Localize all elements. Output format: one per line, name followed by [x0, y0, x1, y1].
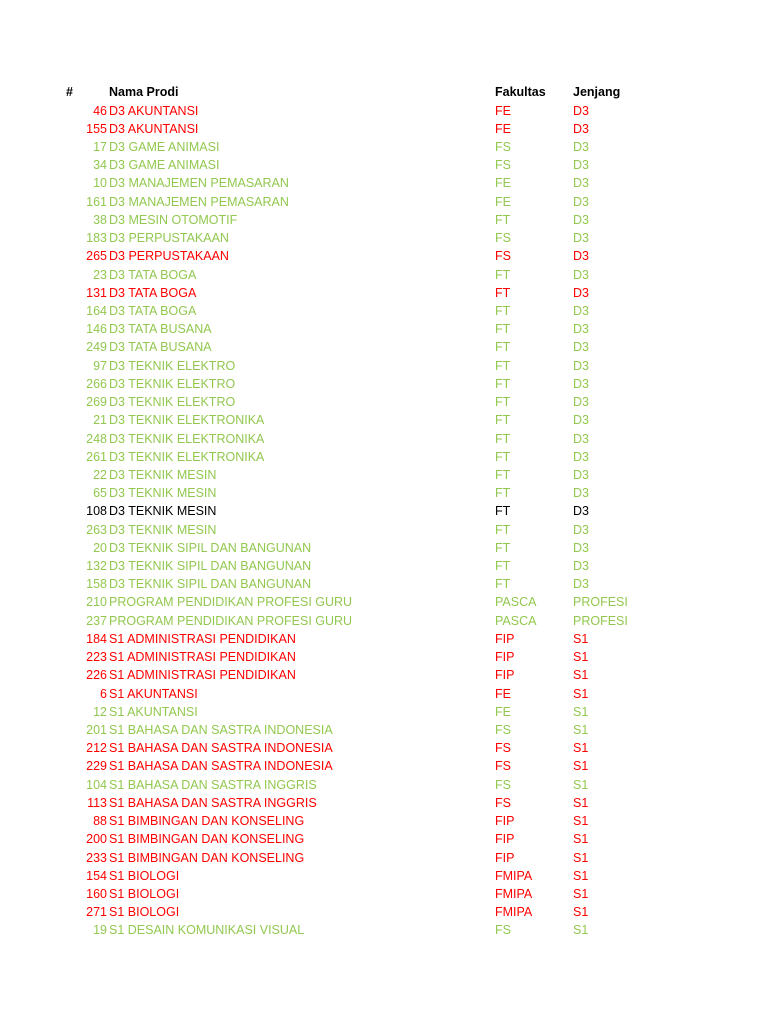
- row-number: 17: [93, 139, 107, 154]
- row-jenjang: D3: [573, 267, 589, 282]
- row-jenjang: S1: [573, 668, 589, 683]
- row-number: 155: [86, 121, 107, 136]
- table-row: [0, 867, 768, 885]
- row-fakultas: FT: [495, 303, 511, 318]
- table-row: [0, 830, 768, 848]
- row-nama-prodi: S1 BAHASA DAN SASTRA INDONESIA: [109, 723, 333, 737]
- row-jenjang: D3: [573, 540, 589, 555]
- row-fakultas: FS: [495, 741, 511, 756]
- row-fakultas: FMIPA: [495, 887, 533, 901]
- row-jenjang: D3: [573, 249, 589, 264]
- row-jenjang: D3: [573, 559, 589, 573]
- table-row: [0, 812, 768, 830]
- row-number: 131: [86, 285, 107, 300]
- row-number: 38: [93, 212, 107, 227]
- row-fakultas: FS: [495, 139, 511, 154]
- row-fakultas: FT: [495, 358, 511, 373]
- table-row: [0, 557, 768, 575]
- row-nama-prodi: D3 TEKNIK SIPIL DAN BANGUNAN: [109, 559, 312, 573]
- table-row: [0, 921, 768, 939]
- row-jenjang: D3: [573, 212, 589, 227]
- row-fakultas: FT: [495, 486, 511, 501]
- row-nama-prodi: S1 ADMINISTRASI PENDIDIKAN: [109, 668, 296, 683]
- row-fakultas: FS: [495, 723, 511, 737]
- row-jenjang: D3: [573, 376, 589, 391]
- row-nama-prodi: D3 TEKNIK ELEKTRONIKA: [109, 449, 265, 464]
- row-fakultas: FMIPA: [495, 905, 533, 920]
- row-jenjang: D3: [573, 449, 589, 464]
- row-jenjang: D3: [573, 340, 589, 355]
- row-jenjang: S1: [573, 868, 589, 883]
- row-nama-prodi: D3 PERPUSTAKAAN: [109, 231, 229, 245]
- table-row: [0, 211, 768, 229]
- row-nama-prodi: D3 MESIN OTOMOTIF: [109, 212, 238, 227]
- row-fakultas: FT: [495, 267, 511, 282]
- row-fakultas: FIP: [495, 631, 515, 646]
- row-fakultas: FE: [495, 194, 511, 209]
- row-number: 265: [86, 249, 107, 264]
- row-fakultas: FS: [495, 777, 511, 792]
- table-row: [0, 120, 768, 138]
- row-nama-prodi: D3 TATA BOGA: [109, 267, 197, 282]
- table-row: [0, 593, 768, 611]
- row-nama-prodi: D3 TEKNIK ELEKTRO: [109, 358, 236, 373]
- row-nama-prodi: S1 BAHASA DAN SASTRA INGGRIS: [109, 795, 317, 810]
- table-row: [0, 466, 768, 484]
- row-jenjang: D3: [573, 322, 589, 337]
- row-jenjang: S1: [573, 814, 589, 829]
- row-number: 132: [86, 559, 107, 573]
- row-number: 266: [86, 376, 107, 391]
- row-fakultas: FT: [495, 559, 511, 573]
- row-number: 104: [86, 777, 107, 792]
- row-nama-prodi: S1 BIOLOGI: [109, 887, 180, 901]
- row-fakultas: FIP: [495, 832, 515, 847]
- row-fakultas: FS: [495, 923, 511, 938]
- table-row: [0, 448, 768, 466]
- table-row: [0, 630, 768, 648]
- row-number: 12: [93, 704, 107, 719]
- row-fakultas: FS: [495, 231, 511, 245]
- row-nama-prodi: S1 ADMINISTRASI PENDIDIKAN: [109, 650, 296, 665]
- row-jenjang: D3: [573, 303, 589, 318]
- row-nama-prodi: D3 GAME ANIMASI: [109, 158, 220, 173]
- table-row: [0, 266, 768, 284]
- row-jenjang: S1: [573, 723, 589, 737]
- row-number: 20: [93, 540, 107, 555]
- row-number: 154: [86, 868, 107, 883]
- row-nama-prodi: S1 BIMBINGAN DAN KONSELING: [109, 850, 305, 865]
- row-jenjang: S1: [573, 704, 589, 719]
- row-jenjang: D3: [573, 577, 589, 592]
- header-fakultas: Fakultas: [495, 85, 546, 99]
- table-row: [0, 393, 768, 411]
- table-row: [0, 156, 768, 174]
- row-fakultas: FT: [495, 376, 511, 391]
- row-jenjang: S1: [573, 686, 589, 701]
- table-row: [0, 903, 768, 921]
- row-nama-prodi: S1 BAHASA DAN SASTRA INGGRIS: [109, 777, 317, 792]
- row-nama-prodi: D3 TEKNIK SIPIL DAN BANGUNAN: [109, 540, 312, 555]
- table-row: [0, 539, 768, 557]
- table-row: [0, 338, 768, 356]
- table-row: [0, 302, 768, 320]
- row-number: 226: [86, 668, 107, 683]
- row-nama-prodi: D3 TEKNIK ELEKTRONIKA: [109, 431, 265, 446]
- row-number: 10: [93, 176, 107, 191]
- table-row: [0, 229, 768, 247]
- row-nama-prodi: D3 AKUNTANSI: [109, 121, 199, 136]
- row-nama-prodi: D3 PERPUSTAKAAN: [109, 249, 229, 264]
- row-jenjang: PROFESI: [573, 595, 628, 610]
- table-row: [0, 666, 768, 684]
- row-number: 183: [86, 231, 107, 245]
- header-number: #: [66, 85, 73, 99]
- row-number: 164: [86, 303, 107, 318]
- row-nama-prodi: D3 TEKNIK SIPIL DAN BANGUNAN: [109, 577, 312, 592]
- row-nama-prodi: D3 TATA BOGA: [109, 303, 197, 318]
- row-nama-prodi: D3 TATA BUSANA: [109, 340, 212, 355]
- row-fakultas: FE: [495, 103, 511, 118]
- row-number: 210: [86, 595, 107, 610]
- row-fakultas: FIP: [495, 650, 515, 665]
- row-fakultas: FE: [495, 686, 511, 701]
- row-number: 184: [86, 631, 107, 646]
- row-jenjang: S1: [573, 832, 589, 847]
- row-jenjang: S1: [573, 905, 589, 920]
- row-jenjang: D3: [573, 121, 589, 136]
- row-jenjang: D3: [573, 522, 589, 537]
- row-jenjang: D3: [573, 285, 589, 300]
- table-row: [0, 849, 768, 867]
- row-number: 261: [86, 449, 107, 464]
- row-fakultas: FS: [495, 158, 511, 173]
- table-row: [0, 648, 768, 666]
- row-number: 263: [86, 522, 107, 537]
- row-jenjang: D3: [573, 504, 589, 519]
- row-jenjang: S1: [573, 759, 589, 774]
- row-nama-prodi: PROGRAM PENDIDIKAN PROFESI GURU: [109, 613, 353, 628]
- table-row: [0, 739, 768, 757]
- row-number: 65: [93, 486, 107, 501]
- row-number: 201: [86, 723, 107, 737]
- table-row: [0, 102, 768, 120]
- row-nama-prodi: D3 GAME ANIMASI: [109, 139, 220, 154]
- row-fakultas: FT: [495, 395, 511, 409]
- row-nama-prodi: S1 DESAIN KOMUNIKASI VISUAL: [109, 923, 305, 938]
- row-fakultas: FS: [495, 249, 511, 264]
- row-nama-prodi: S1 BAHASA DAN SASTRA INDONESIA: [109, 741, 333, 756]
- row-fakultas: FIP: [495, 668, 515, 683]
- table-row: [0, 521, 768, 539]
- row-nama-prodi: D3 TEKNIK MESIN: [109, 486, 217, 501]
- row-jenjang: D3: [573, 467, 589, 482]
- row-number: 212: [86, 741, 107, 756]
- row-jenjang: S1: [573, 887, 589, 901]
- row-nama-prodi: S1 AKUNTANSI: [109, 686, 198, 701]
- row-fakultas: FT: [495, 285, 511, 300]
- row-nama-prodi: S1 BAHASA DAN SASTRA INDONESIA: [109, 759, 333, 774]
- row-fakultas: FT: [495, 540, 511, 555]
- row-jenjang: D3: [573, 413, 589, 428]
- row-nama-prodi: D3 TEKNIK MESIN: [109, 467, 217, 482]
- header-nama-prodi: Nama Prodi: [109, 85, 179, 99]
- row-jenjang: D3: [573, 358, 589, 373]
- row-fakultas: FMIPA: [495, 868, 533, 883]
- row-number: 34: [93, 158, 107, 173]
- table-row: [0, 721, 768, 739]
- row-number: 249: [86, 340, 107, 355]
- row-fakultas: FT: [495, 212, 511, 227]
- row-nama-prodi: S1 AKUNTANSI: [109, 704, 198, 719]
- row-jenjang: D3: [573, 431, 589, 446]
- row-nama-prodi: D3 TEKNIK MESIN: [109, 504, 217, 519]
- row-jenjang: D3: [573, 395, 589, 409]
- row-nama-prodi: D3 MANAJEMEN PEMASARAN: [109, 194, 289, 209]
- row-fakultas: PASCA: [495, 613, 537, 628]
- row-number: 233: [86, 850, 107, 865]
- table-row: [0, 138, 768, 156]
- row-number: 223: [86, 650, 107, 665]
- row-jenjang: D3: [573, 158, 589, 173]
- table-row: [0, 193, 768, 211]
- row-fakultas: FT: [495, 322, 511, 337]
- row-jenjang: S1: [573, 650, 589, 665]
- row-number: 269: [86, 395, 107, 409]
- row-jenjang: D3: [573, 103, 589, 118]
- table-row: [0, 174, 768, 192]
- row-number: 22: [93, 467, 107, 482]
- table-row: [0, 885, 768, 903]
- row-jenjang: PROFESI: [573, 613, 628, 628]
- row-number: 160: [86, 887, 107, 901]
- row-jenjang: D3: [573, 139, 589, 154]
- row-nama-prodi: D3 TEKNIK ELEKTRONIKA: [109, 413, 265, 428]
- table-row: [0, 375, 768, 393]
- row-fakultas: FE: [495, 121, 511, 136]
- row-fakultas: FT: [495, 431, 511, 446]
- row-jenjang: S1: [573, 850, 589, 865]
- row-jenjang: D3: [573, 486, 589, 501]
- row-number: 19: [93, 923, 107, 938]
- row-number: 158: [86, 577, 107, 592]
- row-nama-prodi: S1 BIMBINGAN DAN KONSELING: [109, 814, 305, 829]
- row-number: 46: [93, 103, 107, 118]
- row-number: 248: [86, 431, 107, 446]
- row-number: 146: [86, 322, 107, 337]
- table-row: [0, 502, 768, 520]
- row-number: 6: [100, 686, 107, 701]
- row-nama-prodi: S1 BIOLOGI: [109, 868, 180, 883]
- row-nama-prodi: D3 TEKNIK MESIN: [109, 522, 217, 537]
- row-number: 271: [86, 905, 107, 920]
- table-row: [0, 703, 768, 721]
- row-number: 200: [86, 832, 107, 847]
- row-jenjang: S1: [573, 631, 589, 646]
- row-fakultas: FS: [495, 795, 511, 810]
- row-number: 229: [86, 759, 107, 774]
- table-row: [0, 484, 768, 502]
- row-jenjang: D3: [573, 176, 589, 191]
- row-fakultas: FS: [495, 759, 511, 774]
- row-jenjang: S1: [573, 795, 589, 810]
- table-row: [0, 247, 768, 265]
- row-fakultas: FT: [495, 467, 511, 482]
- row-nama-prodi: S1 BIOLOGI: [109, 905, 180, 920]
- row-fakultas: FT: [495, 340, 511, 355]
- row-nama-prodi: D3 TATA BUSANA: [109, 322, 212, 337]
- row-fakultas: FT: [495, 413, 511, 428]
- row-fakultas: FT: [495, 449, 511, 464]
- row-fakultas: FT: [495, 504, 511, 519]
- row-jenjang: S1: [573, 777, 589, 792]
- row-number: 88: [93, 814, 107, 829]
- row-nama-prodi: D3 MANAJEMEN PEMASARAN: [109, 176, 289, 191]
- row-nama-prodi: S1 ADMINISTRASI PENDIDIKAN: [109, 631, 296, 646]
- header-jenjang: Jenjang: [573, 85, 621, 99]
- row-fakultas: PASCA: [495, 595, 537, 610]
- table-row: [0, 612, 768, 630]
- table-row: [0, 575, 768, 593]
- table-row: [0, 411, 768, 429]
- row-fakultas: FT: [495, 577, 511, 592]
- row-number: 113: [87, 795, 107, 810]
- table-row: [0, 757, 768, 775]
- row-number: 161: [86, 194, 107, 209]
- table-row: [0, 284, 768, 302]
- row-jenjang: D3: [573, 194, 589, 209]
- table-row: [0, 794, 768, 812]
- row-nama-prodi: D3 TEKNIK ELEKTRO: [109, 376, 236, 391]
- row-jenjang: D3: [573, 231, 589, 245]
- row-jenjang: S1: [573, 741, 589, 756]
- row-number: 23: [93, 267, 107, 282]
- table-row: [0, 357, 768, 375]
- row-fakultas: FE: [495, 176, 511, 191]
- row-nama-prodi: PROGRAM PENDIDIKAN PROFESI GURU: [109, 595, 353, 610]
- row-number: 21: [93, 413, 107, 428]
- table-row: [0, 320, 768, 338]
- row-number: 237: [86, 613, 107, 628]
- row-number: 108: [86, 504, 107, 519]
- row-nama-prodi: D3 TATA BOGA: [109, 285, 197, 300]
- row-nama-prodi: D3 AKUNTANSI: [109, 103, 199, 118]
- row-fakultas: FIP: [495, 814, 515, 829]
- table-row: [0, 685, 768, 703]
- table-row: [0, 776, 768, 794]
- row-nama-prodi: D3 TEKNIK ELEKTRO: [109, 395, 236, 409]
- row-fakultas: FT: [495, 522, 511, 537]
- row-fakultas: FE: [495, 704, 511, 719]
- row-jenjang: S1: [573, 923, 589, 938]
- table-row: [0, 430, 768, 448]
- row-fakultas: FIP: [495, 850, 515, 865]
- row-nama-prodi: S1 BIMBINGAN DAN KONSELING: [109, 832, 305, 847]
- row-number: 97: [93, 358, 107, 373]
- header-row: [0, 83, 768, 101]
